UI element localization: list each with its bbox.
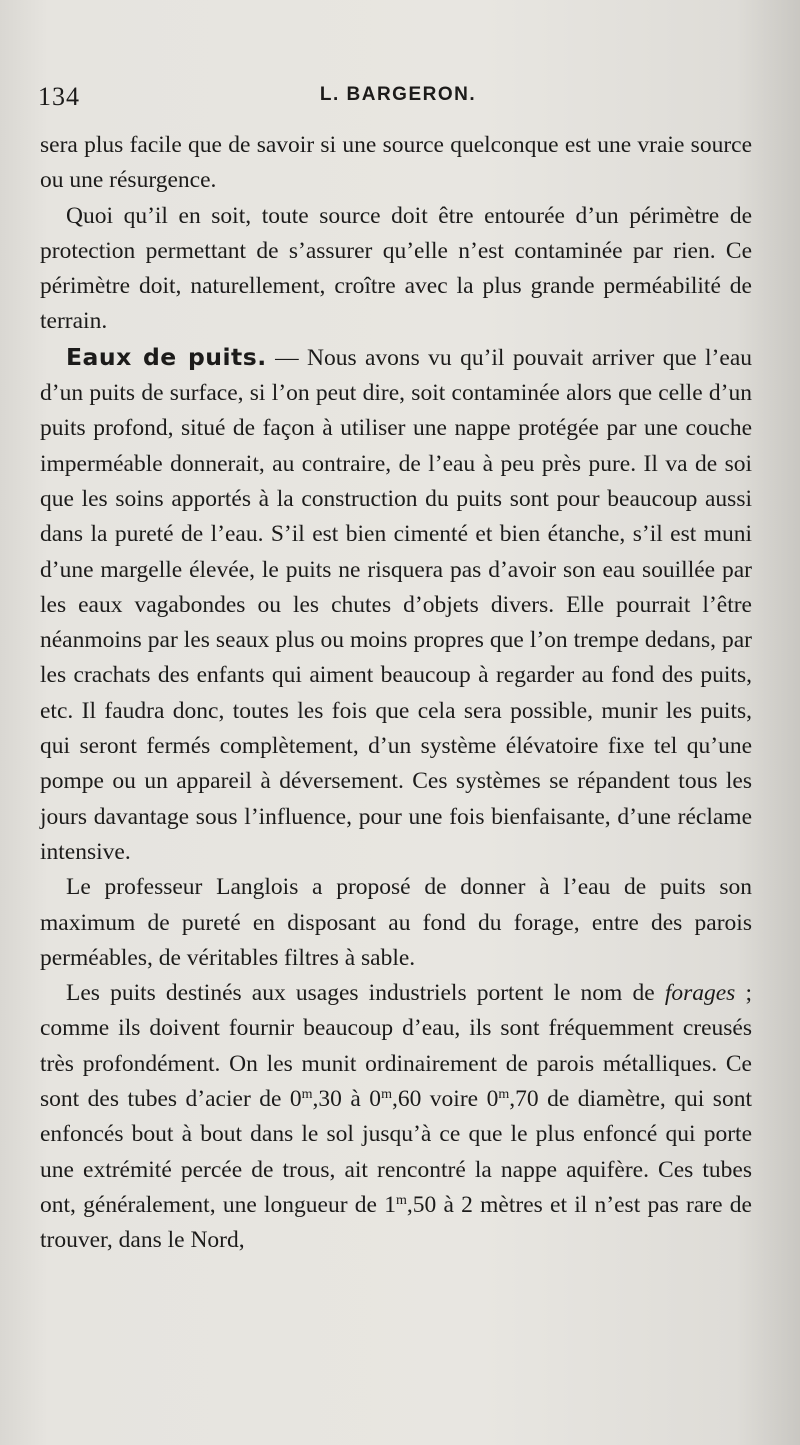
text-run: ,50 à 2 mètres et il n’est pas rare de trouver, dans le Nord, — [40, 1191, 752, 1254]
unit-superscript: m — [381, 1087, 392, 1103]
paragraph-industrial-wells — [40, 976, 752, 1258]
text-run: ,60 voire 0 — [391, 1086, 499, 1113]
unit-superscript: m — [395, 1192, 407, 1208]
body-text — [40, 128, 752, 1259]
paragraph-continuation: sera plus facile que de savoir si une source quelconque est une vraie source ou une résurgence. — [40, 132, 752, 194]
text-run: ,30 à 0 — [312, 1086, 382, 1113]
paragraph-well-water-text: — Nous avons vu qu’il pouvait arriver que l’eau d’un puits de surface, si l’on peut dire, soit contaminée alors que celle d’un puits profond, situé de façon à utiliser une nappe protégée par une couche imperméable donnerait, au contraire, de l’eau à peu près pure. Il va de soi que les soins apportés à la construction du puits sont pour beaucoup aussi dans la pureté de l’eau. S’il est bien cimenté et bien étanche, s’il est muni d’une margelle élevée, le puits ne risquera pas d’avoir son eau souillée par les eaux vagabondes ou les chutes d’objets divers. Elle pourrait l’être néanmoins par les seaux plus ou moins propres que l’on trempe dedans, par les crachats des enfants qui aiment beaucoup à regarder au fond des puits, etc. Il faudra donc, toutes les fois que cela sera possible, munir les puits, qui seront fermés complètement, d’un système élévatoire fixe tel qu’une pompe ou un appareil à déversement. Ces systèmes se répandent tous les jours davantage sous l’influence, pour une fois bienfaisante, d’une réclame intensive. — [40, 344, 752, 865]
running-title: L. BARGERON. — [319, 84, 477, 105]
running-head — [38, 82, 758, 112]
unit-superscript: m — [301, 1087, 313, 1103]
section-heading: Eaux de puits. — [66, 342, 267, 371]
paragraph-well-water — [40, 340, 752, 870]
page-number: 134 — [38, 82, 80, 111]
text-run: ; comme ils doivent fournir beaucoup d’eau, ils sont fréquemment creusés très profondément. On les munit ordinairement de parois métalliques. Ce sont des tubes d’acier de 0 — [40, 980, 752, 1113]
paragraph-source-protection: Quoi qu’il en soit, toute source doit être entourée d’un périmètre de protection permettant de s’assurer qu’elle n’est contaminée par rien. Ce périmètre doit, naturellement, croître avec la plus grande perméabilité de terrain. — [40, 202, 752, 335]
text-run: ,70 de diamètre, qui sont enfoncés bout à bout dans le sol jusqu’à ce que le plus enfoncé qui porte une extrémité percée de trous, ait rencontré la nappe aquifère. Ces tubes ont, généralement, une longueur de 1 — [40, 1086, 752, 1218]
paragraph-langlois: Le professeur Langlois a proposé de donner à l’eau de puits son maximum de pureté en disposant au fond du forage, entre des parois perméables, de véritables filtres à sable. — [40, 874, 752, 971]
italic-term: forages — [664, 980, 736, 1007]
text-run: Les puits destinés aux usages industriels portent le nom de — [66, 980, 665, 1007]
unit-superscript: m — [498, 1087, 510, 1103]
